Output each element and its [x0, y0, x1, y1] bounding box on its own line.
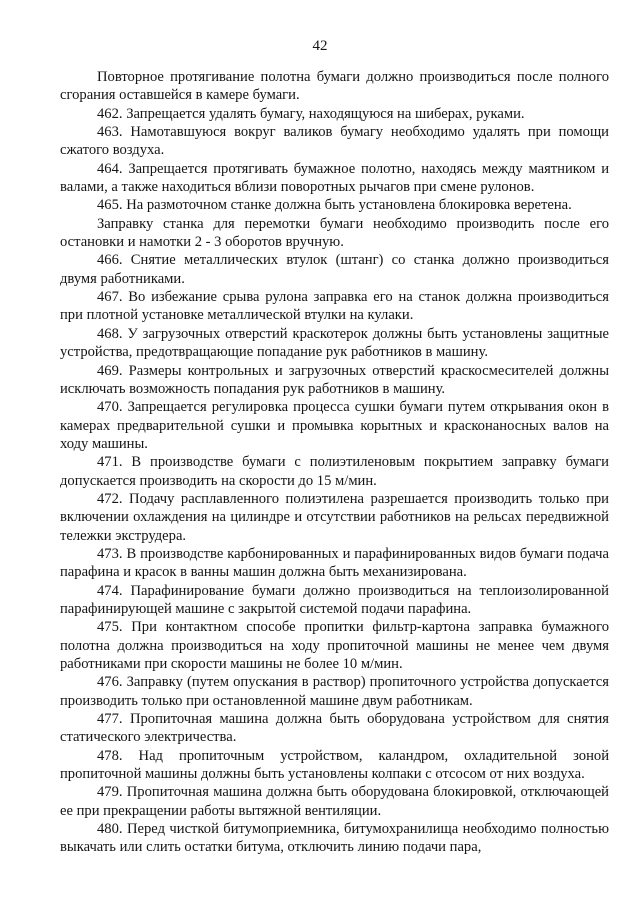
paragraph-467: 467. Во избежание срыва рулона заправка его на станок должна производиться при плотной установке металлической втулки на кулаки. [60, 289, 609, 324]
paragraph-466: 466. Снятие металлических втулок (штанг) со станка должно производиться двумя работниками. [60, 252, 609, 287]
document-body [60, 68, 609, 857]
paragraph-476: 476. Заправку (путем опускания в раствор) пропиточного устройства допускается производить только при остановленной машине двум работникам. [60, 674, 609, 709]
paragraph-465: 465. На размоточном станке должна быть установлена блокировка веретена. [97, 197, 572, 214]
paragraph-478: 478. Над пропиточным устройством, каландром, охладительной зоной пропиточной машины должны быть установлены колпаки с отсосом от них воздуха. [60, 747, 609, 783]
paragraph-465-continued: Заправку станка для перемотки бумаги необходимо производить после его остановки и намотки 2 - 3 оборотов вручную. [60, 215, 609, 251]
paragraph-479: 479. Пропиточная машина должна быть оборудована блокировкой, отключающей ее при прекращении работы вытяжной вентиляции. [60, 784, 609, 819]
page-number: 42 [312, 38, 328, 54]
paragraph-intro: Повторное протягивание полотна бумаги должно производиться после полного сгорания оставшейся в камере бумаги. [60, 69, 609, 104]
paragraph-472: 472. Подачу расплавленного полиэтилена разрешается производить только при включении охлаждения на цилиндре и отсутствии работников на рельсах передвижной тележки экструдера. [60, 490, 609, 544]
paragraph-464: 464. Запрещается протягивать бумажное полотно, находясь между маятником и валами, а также находиться вблизи поворотных рычагов при смене рулонов. [60, 160, 609, 196]
paragraph-471: 471. В производстве бумаги с полиэтиленовым покрытием заправку бумаги допускается производить на скорости до 15 м/мин. [60, 454, 609, 489]
paragraph-475: 475. При контактном способе пропитки фильтр-картона заправка бумажного полотна должна производиться на ходу пропиточной машины не менее чем двумя работниками при скорости машины не более 10 м/мин. [60, 619, 609, 672]
paragraph-469: 469. Размеры контрольных и загрузочных отверстий краскосмесителей должны исключать возможность попадания рук работников в машину. [60, 362, 609, 397]
paragraph-474: 474. Парафинирование бумаги должно производиться на теплоизолированной парафинирующей машине с закрытой системой подачи парафина. [60, 582, 609, 617]
paragraph-462: 462. Запрещается удалять бумагу, находящуюся на шиберах, руками. [97, 105, 525, 122]
paragraph-480: 480. Перед чисткой битумоприемника, битумохранилища необходимо полностью выкачать или слить остатки битума, отключить линию подачи пара, [60, 821, 609, 856]
paragraph-473: 473. В производстве карбонированных и парафинированных видов бумаги подача парафина и красок в ванны машин должна быть механизирована. [60, 545, 609, 581]
paragraph-477: 477. Пропиточная машина должна быть оборудована устройством для снятия статического электричества. [60, 711, 609, 746]
paragraph-463: 463. Намотавшуюся вокруг валиков бумагу необходимо удалять при помощи сжатого воздуха. [60, 124, 609, 159]
paragraph-470: 470. Запрещается регулировка процесса сушки бумаги путем открывания окон в камерах предварительной сушки и промывка корытных и красконаносных валов на ходу машины. [60, 399, 609, 452]
paragraph-468: 468. У загрузочных отверстий краскотерок должны быть установлены защитные устройства, предотвращающие попадание рук работников в машину. [60, 325, 609, 361]
